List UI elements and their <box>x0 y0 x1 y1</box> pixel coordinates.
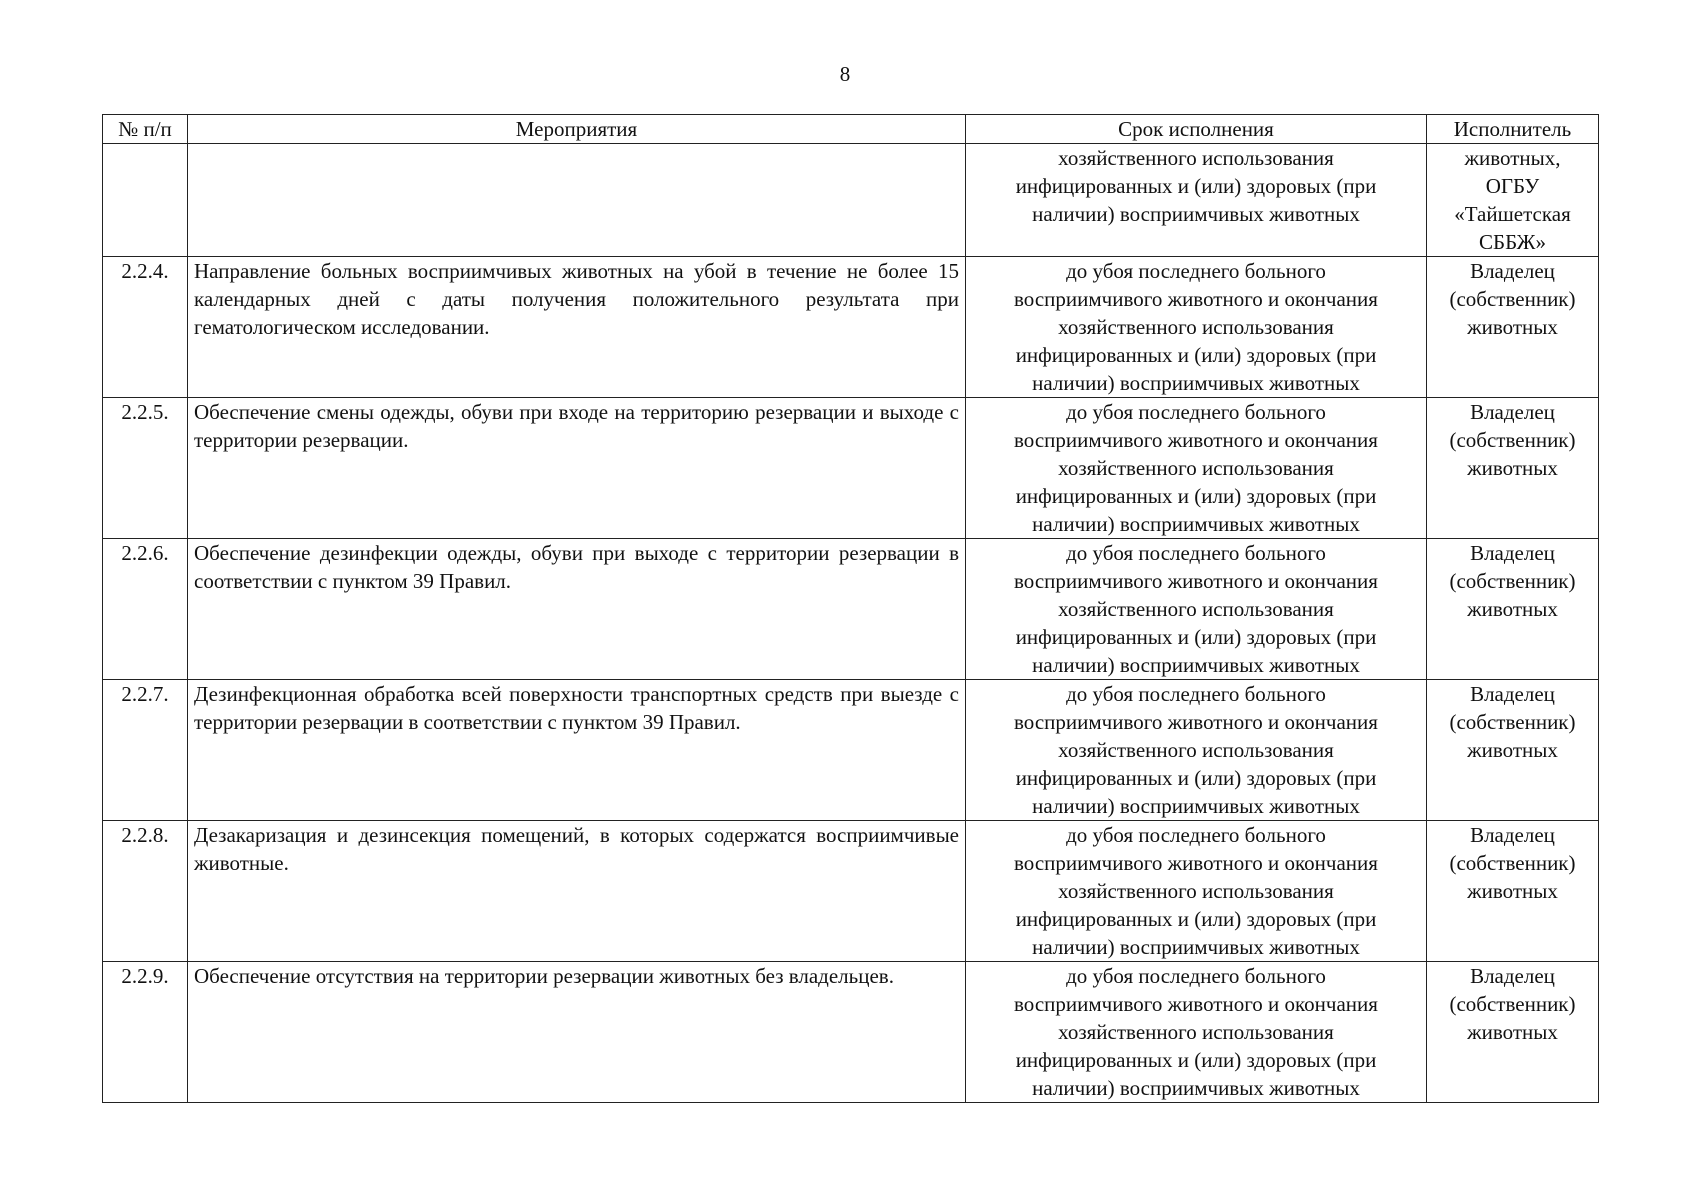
header-activity: Мероприятия <box>188 115 966 144</box>
term-line: восприимчивого животного и окончания <box>1014 428 1378 452</box>
term-line: хозяйственного использования <box>1058 879 1334 903</box>
term-line: наличии) восприимчивых животных <box>1032 1076 1360 1100</box>
page-number: 8 <box>839 62 851 86</box>
term-line: хозяйственного использования <box>1058 738 1334 762</box>
row-number: 2.2.6. <box>103 539 188 680</box>
continuation-executor <box>1427 144 1599 257</box>
row-term <box>966 680 1427 821</box>
executor-line: ОГБУ <box>1485 174 1540 198</box>
term-line: до убоя последнего больного <box>1066 964 1326 988</box>
term-line: наличии) восприимчивых животных <box>1032 794 1360 818</box>
executor-line: животных <box>1467 738 1558 762</box>
executor-line: (собственник) <box>1449 287 1576 311</box>
term-line: наличии) восприимчивых животных <box>1032 935 1360 959</box>
executor-line: (собственник) <box>1449 992 1576 1016</box>
term-line: хозяйственного использования <box>1058 1020 1334 1044</box>
term-line: наличии) восприимчивых животных <box>1032 371 1360 395</box>
table-row-continuation <box>103 144 1599 257</box>
continuation-num <box>103 144 188 257</box>
executor-line: СББЖ» <box>1479 230 1546 254</box>
table-header-row <box>103 115 1599 144</box>
term-line: хозяйственного использования <box>1058 597 1334 621</box>
executor-line: (собственник) <box>1449 851 1576 875</box>
term-line: до убоя последнего больного <box>1066 259 1326 283</box>
executor-line: Владелец <box>1470 541 1555 565</box>
row-executor <box>1427 962 1599 1103</box>
row-term <box>966 962 1427 1103</box>
measures-table <box>102 114 1599 1103</box>
row-term <box>966 398 1427 539</box>
term-line: инфицированных и (или) здоровых (при <box>1015 1048 1377 1072</box>
row-executor <box>1427 539 1599 680</box>
row-term <box>966 257 1427 398</box>
term-line: хозяйственного использования <box>1058 146 1334 170</box>
row-activity: Обеспечение смены одежды, обуви при входе на территорию резервации и выходе с территории резервации. <box>188 398 966 539</box>
executor-line: (собственник) <box>1449 710 1576 734</box>
table-row <box>103 398 1599 539</box>
term-line: инфицированных и (или) здоровых (при <box>1015 484 1377 508</box>
row-activity: Дезакаризация и дезинсекция помещений, в которых содержатся восприимчивые животные. <box>188 821 966 962</box>
table-row <box>103 962 1599 1103</box>
term-line: до убоя последнего больного <box>1066 823 1326 847</box>
executor-line: (собственник) <box>1449 569 1576 593</box>
continuation-activity <box>188 144 966 257</box>
term-line: инфицированных и (или) здоровых (при <box>1015 766 1377 790</box>
row-number: 2.2.9. <box>103 962 188 1103</box>
term-line: наличии) восприимчивых животных <box>1032 512 1360 536</box>
table-row <box>103 257 1599 398</box>
executor-line: Владелец <box>1470 964 1555 988</box>
term-line: наличии) восприимчивых животных <box>1032 653 1360 677</box>
term-line: хозяйственного использования <box>1058 456 1334 480</box>
executor-line: животных <box>1467 456 1558 480</box>
term-line: восприимчивого животного и окончания <box>1014 851 1378 875</box>
row-activity: Обеспечение дезинфекции одежды, обуви при выходе с территории резервации в соответствии с пунктом 39 Правил. <box>188 539 966 680</box>
term-line: до убоя последнего больного <box>1066 400 1326 424</box>
executor-line: Владелец <box>1470 823 1555 847</box>
executor-line: (собственник) <box>1449 428 1576 452</box>
term-line: до убоя последнего больного <box>1066 541 1326 565</box>
term-line: восприимчивого животного и окончания <box>1014 992 1378 1016</box>
executor-line: животных <box>1467 1020 1558 1044</box>
term-line: восприимчивого животного и окончания <box>1014 710 1378 734</box>
executor-line: Владелец <box>1470 400 1555 424</box>
row-executor <box>1427 821 1599 962</box>
executor-line: животных <box>1467 315 1558 339</box>
term-line: до убоя последнего больного <box>1066 682 1326 706</box>
row-executor <box>1427 680 1599 821</box>
term-line: инфицированных и (или) здоровых (при <box>1015 343 1377 367</box>
executor-line: «Тайшетская <box>1454 202 1571 226</box>
term-line: инфицированных и (или) здоровых (при <box>1015 174 1377 198</box>
continuation-term <box>966 144 1427 257</box>
row-activity: Обеспечение отсутствия на территории резервации животных без владельцев. <box>188 962 966 1103</box>
executor-line: Владелец <box>1470 259 1555 283</box>
row-number: 2.2.7. <box>103 680 188 821</box>
table-row <box>103 680 1599 821</box>
executor-line: животных <box>1467 879 1558 903</box>
table-row <box>103 821 1599 962</box>
term-line: восприимчивого животного и окончания <box>1014 569 1378 593</box>
term-line: инфицированных и (или) здоровых (при <box>1015 907 1377 931</box>
header-num: № п/п <box>103 115 188 144</box>
header-term: Срок исполнения <box>966 115 1427 144</box>
row-activity: Направление больных восприимчивых животных на убой в течение не более 15 календарных дней с даты получения положительного результата при гематологическом исследовании. <box>188 257 966 398</box>
row-number: 2.2.8. <box>103 821 188 962</box>
term-line: восприимчивого животного и окончания <box>1014 287 1378 311</box>
executor-line: Владелец <box>1470 682 1555 706</box>
row-executor <box>1427 257 1599 398</box>
term-line: инфицированных и (или) здоровых (при <box>1015 625 1377 649</box>
table-row <box>103 539 1599 680</box>
header-executor: Исполнитель <box>1427 115 1599 144</box>
row-term <box>966 539 1427 680</box>
row-number: 2.2.4. <box>103 257 188 398</box>
term-line: хозяйственного использования <box>1058 315 1334 339</box>
executor-line: животных, <box>1464 146 1561 170</box>
executor-line: животных <box>1467 597 1558 621</box>
row-activity: Дезинфекционная обработка всей поверхности транспортных средств при выезде с территории резервации в соответствии с пунктом 39 Правил. <box>188 680 966 821</box>
row-number: 2.2.5. <box>103 398 188 539</box>
term-line: наличии) восприимчивых животных <box>1032 202 1360 226</box>
row-executor <box>1427 398 1599 539</box>
row-term <box>966 821 1427 962</box>
